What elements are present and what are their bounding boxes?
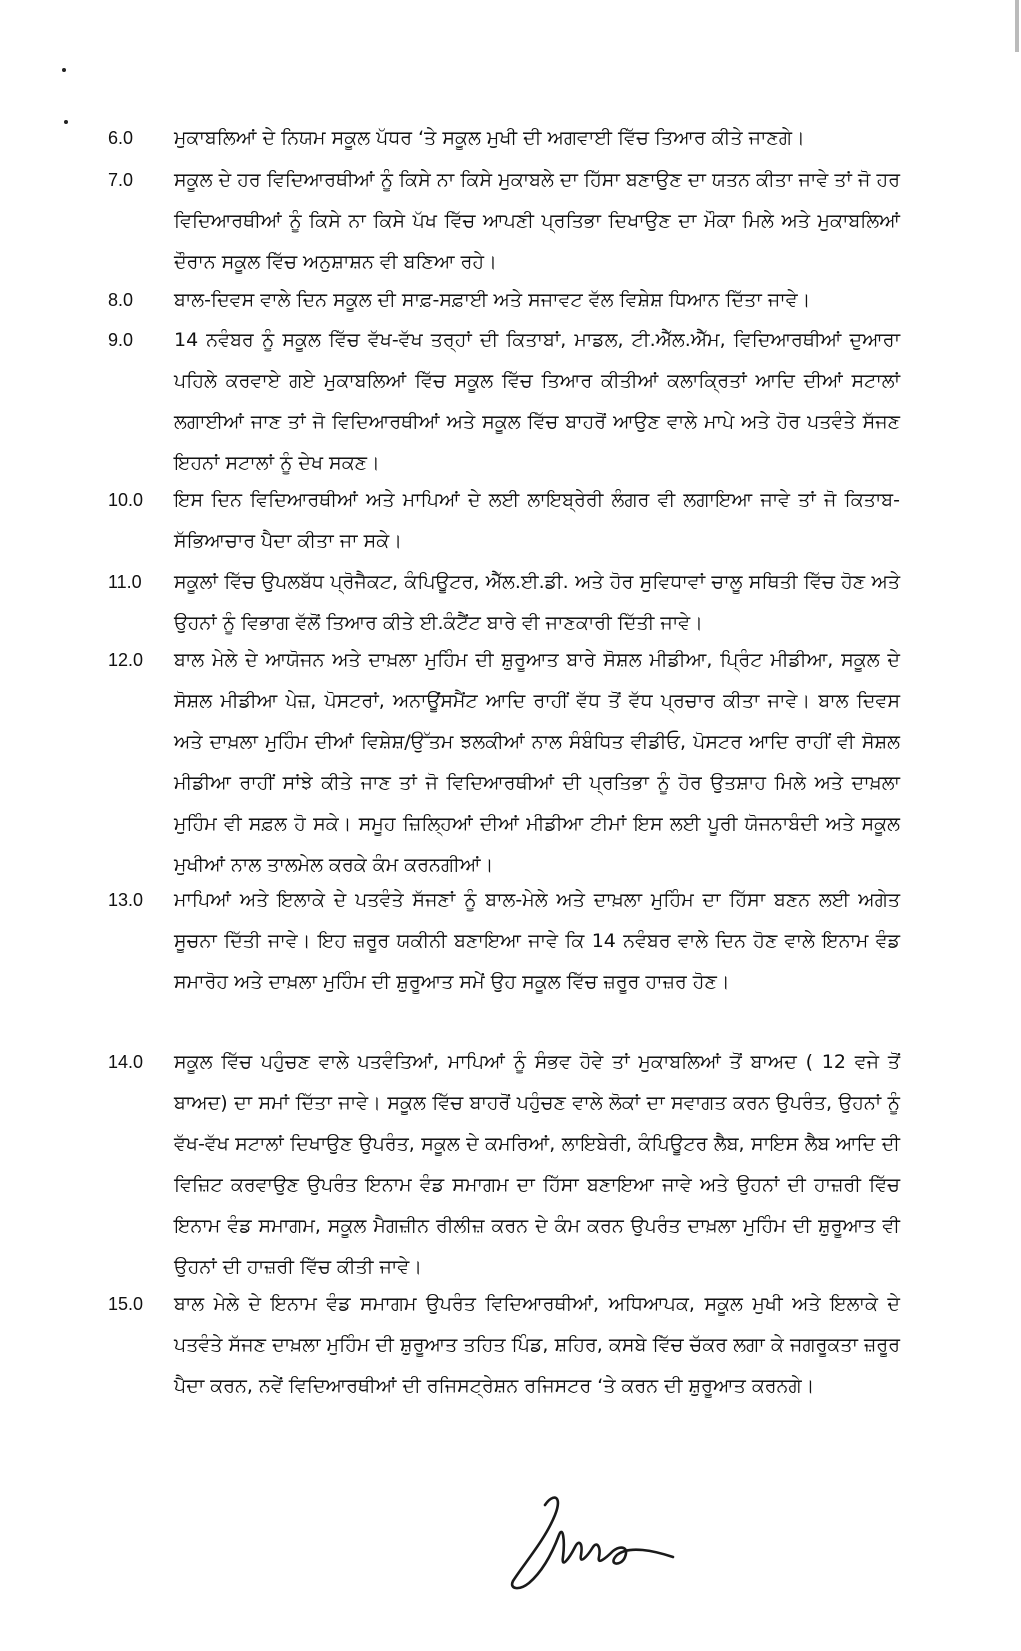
list-item — [108, 880, 900, 1003]
scan-edge-mark — [1015, 0, 1019, 52]
item-number: 7.0 — [108, 170, 134, 190]
list-item — [108, 1042, 900, 1288]
item-number: 10.0 — [108, 490, 144, 510]
item-number: 15.0 — [108, 1294, 144, 1314]
list-item — [108, 480, 900, 562]
item-number: 14.0 — [108, 1052, 144, 1072]
item-number: 12.0 — [108, 650, 144, 670]
item-text: ਸਕੂਲ ਦੇ ਹਰ ਵਿਦਿਆਰਥੀਆਂ ਨੂੰ ਕਿਸੇ ਨਾ ਕਿਸੇ ਮੁਕਾਬਲੇ ਦਾ ਹਿੱਸਾ ਬਣਾਉਣ ਦਾ ਯਤਨ ਕੀਤਾ ਜਾਵੇ ਤਾਂ ਜੋ ਹਰ ਵਿਦਿਆਰਥੀਆਂ ਨੂੰ ਕਿਸੇ ਨਾ ਕਿਸੇ ਪੱਖ ਵਿੱਚ ਆਪਣੀ ਪ੍ਰਤਿਭਾ ਦਿਖਾਉਣ ਦਾ ਮੌਕਾ ਮਿਲੇ ਅਤੇ ਮੁਕਾਬਲਿਆਂ ਦੌਰਾਨ ਸਕੂਲ ਵਿੱਚ ਅਨੁਸ਼ਾਸ਼ਨ ਵੀ ਬਣਿਆ ਰਹੇ। — [174, 169, 900, 273]
list-item — [108, 160, 900, 283]
list-item — [108, 562, 900, 644]
item-text: ਮਾਪਿਆਂ ਅਤੇ ਇਲਾਕੇ ਦੇ ਪਤਵੰਤੇ ਸੱਜਣਾਂ ਨੂੰ ਬਾਲ-ਮੇਲੇ ਅਤੇ ਦਾਖ਼ਲਾ ਮੁਹਿੰਮ ਦਾ ਹਿੱਸਾ ਬਣਨ ਲਈ ਅਗੇਤ ਸੂਚਨਾ ਦਿੱਤੀ ਜਾਵੇ। ਇਹ ਜ਼ਰੂਰ ਯਕੀਨੀ ਬਣਾਇਆ ਜਾਵੇ ਕਿ 14 ਨਵੰਬਰ ਵਾਲੇ ਦਿਨ ਹੋਣ ਵਾਲੇ ਇਨਾਮ ਵੰਡ ਸਮਾਰੋਹ ਅਤੇ ਦਾਖ਼ਲਾ ਮੁਹਿੰਮ ਦੀ ਸ਼ੁਰੂਆਤ ਸਮੇਂ ਉਹ ਸਕੂਲ ਵਿੱਚ ਜ਼ਰੂਰ ਹਾਜ਼ਰ ਹੋਣ। — [174, 889, 900, 993]
scan-dot — [62, 68, 66, 72]
item-text: ਬਾਲ-ਦਿਵਸ ਵਾਲੇ ਦਿਨ ਸਕੂਲ ਦੀ ਸਾਫ਼-ਸਫ਼ਾਈ ਅਤੇ ਸਜਾਵਟ ਵੱਲ ਵਿਸ਼ੇਸ਼ ਧਿਆਨ ਦਿੱਤਾ ਜਾਵੇ। — [174, 289, 811, 311]
scan-dot — [64, 120, 68, 124]
item-number: 6.0 — [108, 128, 134, 148]
item-number: 11.0 — [108, 572, 142, 592]
item-text: ਬਾਲ ਮੇਲੇ ਦੇ ਆਯੋਜਨ ਅਤੇ ਦਾਖ਼ਲਾ ਮੁਹਿੰਮ ਦੀ ਸ਼ੁਰੂਆਤ ਬਾਰੇ ਸੋਸ਼ਲ ਮੀਡੀਆ, ਪ੍ਰਿੰਟ ਮੀਡੀਆ, ਸਕੂਲ ਦੇ ਸੋਸ਼ਲ ਮੀਡੀਆ ਪੇਜ਼, ਪੋਸਟਰਾਂ, ਅਨਾਊਂਸਮੈਂਟ ਆਦਿ ਰਾਹੀਂ ਵੱਧ ਤੋਂ ਵੱਧ ਪ੍ਰਚਾਰ ਕੀਤਾ ਜਾਵੇ। ਬਾਲ ਦਿਵਸ ਅਤੇ ਦਾਖ਼ਲਾ ਮੁਹਿੰਮ ਦੀਆਂ ਵਿਸ਼ੇਸ਼/ਉੱਤਮ ਝਲਕੀਆਂ ਨਾਲ ਸੰਬੰਧਿਤ ਵੀਡੀਓ, ਪੋਸਟਰ ਆਦਿ ਰਾਹੀਂ ਵੀ ਸੋਸ਼ਲ ਮੀਡੀਆ ਰਾਹੀਂ ਸਾਂਝੇ ਕੀਤੇ ਜਾਣ ਤਾਂ ਜੋ ਵਿਦਿਆਰਥੀਆਂ ਦੀ ਪ੍ਰਤਿਭਾ ਨੂੰ ਹੋਰ ਉਤਸ਼ਾਹ ਮਿਲੇ ਅਤੇ ਦਾਖ਼ਲਾ ਮੁਹਿੰਮ ਵੀ ਸਫ਼ਲ ਹੋ ਸਕੇ। ਸਮੂਹ ਜ਼ਿਲ੍ਹਿਆਂ ਦੀਆਂ ਮੀਡੀਆ ਟੀਮਾਂ ਇਸ ਲਈ ਪੂਰੀ ਯੋਜਨਾਬੰਦੀ ਅਤੇ ਸਕੂਲ ਮੁਖੀਆਂ ਨਾਲ ਤਾਲਮੇਲ ਕਰਕੇ ਕੰਮ ਕਰਨਗੀਆਂ। — [174, 649, 900, 876]
item-text: ਸਕੂਲ ਵਿੱਚ ਪਹੁੰਚਣ ਵਾਲੇ ਪਤਵੰਤਿਆਂ, ਮਾਪਿਆਂ ਨੂੰ ਸੰਭਵ ਹੋਵੇ ਤਾਂ ਮੁਕਾਬਲਿਆਂ ਤੋਂ ਬਾਅਦ ( 12 ਵਜੇ ਤੋਂ ਬਾਅਦ) ਦਾ ਸਮਾਂ ਦਿੱਤਾ ਜਾਵੇ। ਸਕੂਲ ਵਿੱਚ ਬਾਹਰੋਂ ਪਹੁੰਚਣ ਵਾਲੇ ਲੋਕਾਂ ਦਾ ਸਵਾਗਤ ਕਰਨ ਉਪਰੰਤ, ਉਹਨਾਂ ਨੂੰ ਵੱਖ-ਵੱਖ ਸਟਾਲਾਂ ਦਿਖਾਉਣ ਉਪਰੰਤ, ਸਕੂਲ ਦੇ ਕਮਰਿਆਂ, ਲਾਇਬੇਰੀ, ਕੰਪਿਊਟਰ ਲੈਬ, ਸਾਇਸ ਲੈਬ ਆਦਿ ਦੀ ਵਿਜ਼ਿਟ ਕਰਵਾਉਣ ਉਪਰੰਤ ਇਨਾਮ ਵੰਡ ਸਮਾਗਮ ਦਾ ਹਿੱਸਾ ਬਣਾਇਆ ਜਾਵੇ ਅਤੇ ਉਹਨਾਂ ਦੀ ਹਾਜ਼ਰੀ ਵਿੱਚ ਇਨਾਮ ਵੰਡ ਸਮਾਗਮ, ਸਕੂਲ ਮੈਗਜ਼ੀਨ ਰੀਲੀਜ਼ ਕਰਨ ਦੇ ਕੰਮ ਕਰਨ ਉਪਰੰਤ ਦਾਖ਼ਲਾ ਮੁਹਿੰਮ ਦੀ ਸ਼ੁਰੂਆਤ ਵੀ ਉਹਨਾਂ ਦੀ ਹਾਜ਼ਰੀ ਵਿੱਚ ਕੀਤੀ ਜਾਵੇ। — [174, 1051, 900, 1278]
list-item — [108, 118, 900, 159]
item-text: 14 ਨਵੰਬਰ ਨੂੰ ਸਕੂਲ ਵਿੱਚ ਵੱਖ-ਵੱਖ ਤਰ੍ਹਾਂ ਦੀ ਕਿਤਾਬਾਂ, ਮਾਡਲ, ਟੀ.ਐੱਲ.ਐੱਮ, ਵਿਦਿਆਰਥੀਆਂ ਦੁਆਰਾ ਪਹਿਲੇ ਕਰਵਾਏ ਗਏ ਮੁਕਾਬਲਿਆਂ ਵਿੱਚ ਸਕੂਲ ਵਿੱਚ ਤਿਆਰ ਕੀਤੀਆਂ ਕਲਾਕ੍ਰਿਤਾਂ ਆਦਿ ਦੀਆਂ ਸਟਾਲਾਂ ਲਗਾਈਆਂ ਜਾਣ ਤਾਂ ਜੋ ਵਿਦਿਆਰਥੀਆਂ ਅਤੇ ਸਕੂਲ ਵਿੱਚ ਬਾਹਰੋਂ ਆਉਣ ਵਾਲੇ ਮਾਪੇ ਅਤੇ ਹੋਰ ਪਤਵੰਤੇ ਸੱਜਣ ਇਹਨਾਂ ਸਟਾਲਾਂ ਨੂੰ ਦੇਖ ਸਕਣ। — [174, 329, 900, 474]
list-item — [108, 1284, 900, 1407]
item-number: 8.0 — [108, 290, 134, 310]
list-item — [108, 320, 900, 484]
item-number: 9.0 — [108, 330, 134, 350]
list-item — [108, 280, 900, 321]
item-text: ਇਸ ਦਿਨ ਵਿਦਿਆਰਥੀਆਂ ਅਤੇ ਮਾਪਿਆਂ ਦੇ ਲਈ ਲਾਇਬ੍ਰੇਰੀ ਲੰਗਰ ਵੀ ਲਗਾਇਆ ਜਾਵੇ ਤਾਂ ਜੋ ਕਿਤਾਬ-ਸੱਭਿਆਚਾਰ ਪੈਦਾ ਕੀਤਾ ਜਾ ਸਕੇ। — [174, 489, 900, 552]
item-text: ਬਾਲ ਮੇਲੇ ਦੇ ਇਨਾਮ ਵੰਡ ਸਮਾਗਮ ਉਪਰੰਤ ਵਿਦਿਆਰਥੀਆਂ, ਅਧਿਆਪਕ, ਸਕੂਲ ਮੁਖੀ ਅਤੇ ਇਲਾਕੇ ਦੇ ਪਤਵੰਤੇ ਸੱਜਣ ਦਾਖ਼ਲਾ ਮੁਹਿੰਮ ਦੀ ਸ਼ੁਰੂਆਤ ਤਹਿਤ ਪਿੰਡ, ਸ਼ਹਿਰ, ਕਸਬੇ ਵਿੱਚ ਚੱਕਰ ਲਗਾ ਕੇ ਜਗਰੂਕਤਾ ਜ਼ਰੂਰ ਪੈਦਾ ਕਰਨ, ਨਵੇਂ ਵਿਦਿਆਰਥੀਆਂ ਦੀ ਰਜਿਸਟ੍ਰੇਸ਼ਨ ਰਜਿਸਟਰ ‘ਤੇ ਕਰਨ ਦੀ ਸ਼ੁਰੂਆਤ ਕਰਨਗੇ। — [174, 1293, 900, 1397]
item-text: ਸਕੂਲਾਂ ਵਿੱਚ ਉਪਲਬੱਧ ਪ੍ਰੋਜੈਕਟ, ਕੰਪਿਊਟਰ, ਐੱਲ.ਈ.ਡੀ. ਅਤੇ ਹੋਰ ਸੁਵਿਧਾਵਾਂ ਚਾਲੂ ਸਥਿਤੀ ਵਿੱਚ ਹੋਣ ਅਤੇ ਉਹਨਾਂ ਨੂੰ ਵਿਭਾਗ ਵੱਲੋਂ ਤਿਆਰ ਕੀਤੇ ਈ.ਕੰਟੈਂਟ ਬਾਰੇ ਵੀ ਜਾਣਕਾਰੀ ਦਿੱਤੀ ਜਾਵੇ। — [174, 571, 900, 634]
list-item — [108, 640, 900, 886]
item-text: ਮੁਕਾਬਲਿਆਂ ਦੇ ਨਿਯਮ ਸਕੂਲ ਪੱਧਰ ‘ਤੇ ਸਕੂਲ ਮੁਖੀ ਦੀ ਅਗਵਾਈ ਵਿੱਚ ਤਿਆਰ ਕੀਤੇ ਜਾਣਗੇ। — [174, 127, 805, 149]
item-number: 13.0 — [108, 890, 144, 910]
signature — [505, 1485, 680, 1595]
